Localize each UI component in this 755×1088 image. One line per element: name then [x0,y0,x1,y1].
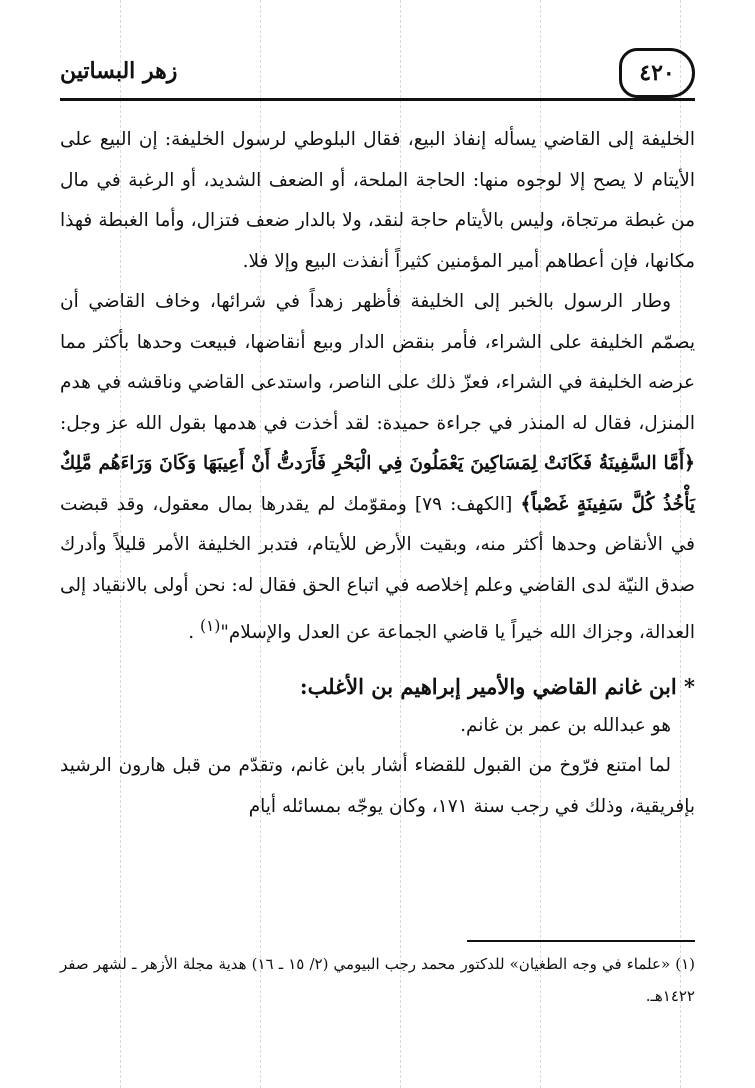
section-heading [60,668,695,706]
book-title: زهر البساتين [60,58,178,84]
paragraph-2-text-b: [الكهف: ٧٩] ومقوّمك لم يقدرها بمال معقول، وقد قبضت في الأنقاض وحدها أكثر منه، وبقيت الأرض للأيتام، فتدبر الخليفة الأمر قليلاً وأدرك صدق النيّة لدى القاضي وعلم إخلاصه في اتباع الحق فقال له: نحن أولى بالانقياد إلى العدالة، وجزاك الله خيراً يا قاضي الجماعة عن العدل والإسلام" [60,493,695,644]
paragraph-2-text-a: وطار الرسول بالخبر إلى الخليفة فأظهر زهداً في شرائها، وخاف القاضي أن يصمّم الخليفة على الشراء، فأمر بنقض الدار وبيع أنقاضها، فبيعت وحدها بأكثر مما عرضه الخليفة في الشراء، فعزّ ذلك على الناصر، واستدعى القاضي وناقشه في هدم المنزل، فقال له المنذر في جراءة حميدة: لقد أخذت في هدمها بقول الله عز وجل: [59,291,695,434]
header-rule [60,98,695,101]
paragraph-4: لما امتنع فرّوخ من القبول للقضاء أشار بابن غانم، وتقدّم من قبل هارون الرشيد بإفريقية، وذلك في رجب سنة ١٧١، وكان يوجّه بمسائله أيام [60,755,695,817]
paragraph-2 [60,282,695,654]
page-number: ٤٢٠ [619,48,695,98]
page-header [60,48,695,102]
section-star: * [684,673,695,699]
footnote-rule [467,940,695,942]
footnote-text: (١) «علماء في وجه الطغيان» للدكتور محمد رجب البيومي (٢/ ١٥ ـ ١٦) هدية مجلة الأزهر ـ لشهر صفر ١٤٢٢هـ. [60,955,695,1005]
section-heading-text: ابن غانم القاضي والأمير إبراهيم بن الأغلب: [299,673,685,699]
main-text [60,120,695,827]
paragraph-2-end: . [188,622,201,644]
footnote [60,948,695,1012]
quran-verse: ﴿أَمَّا السَّفِينَةُ فَكَانَتْ لِمَسَاكِينَ يَعْمَلُونَ فِي الْبَحْرِ فَأَرَدتُّ أَنْ أَعِيبَهَا وَكَانَ وَرَاءَهُم مَّلِكٌ يَأْخُذُ كُلَّ سَفِينَةٍ غَصْباً﴾ [60,453,696,515]
paragraph-1: الخليفة إلى القاضي يسأله إنفاذ البيع، فقال البلوطي لرسول الخليفة: إن البيع على الأيتام لا يصح إلا لوجوه منها: الحاجة الملحة، أو الضعف الشديد، أو الرغبة في مال من غبطة مرتجاة، وليس بالأيتام حاجة لنقد، ولا بالدار ضعف فتزال، وأما الغبطة فهذا مكانها، فإن أعطاهم أمير المؤمنين كثيراً أنفذت البيع وإلا فلا. [60,129,695,272]
paragraph-3: هو عبدالله بن عمر بن غانم. [460,714,671,736]
footnote-reference: (١) [200,617,221,635]
